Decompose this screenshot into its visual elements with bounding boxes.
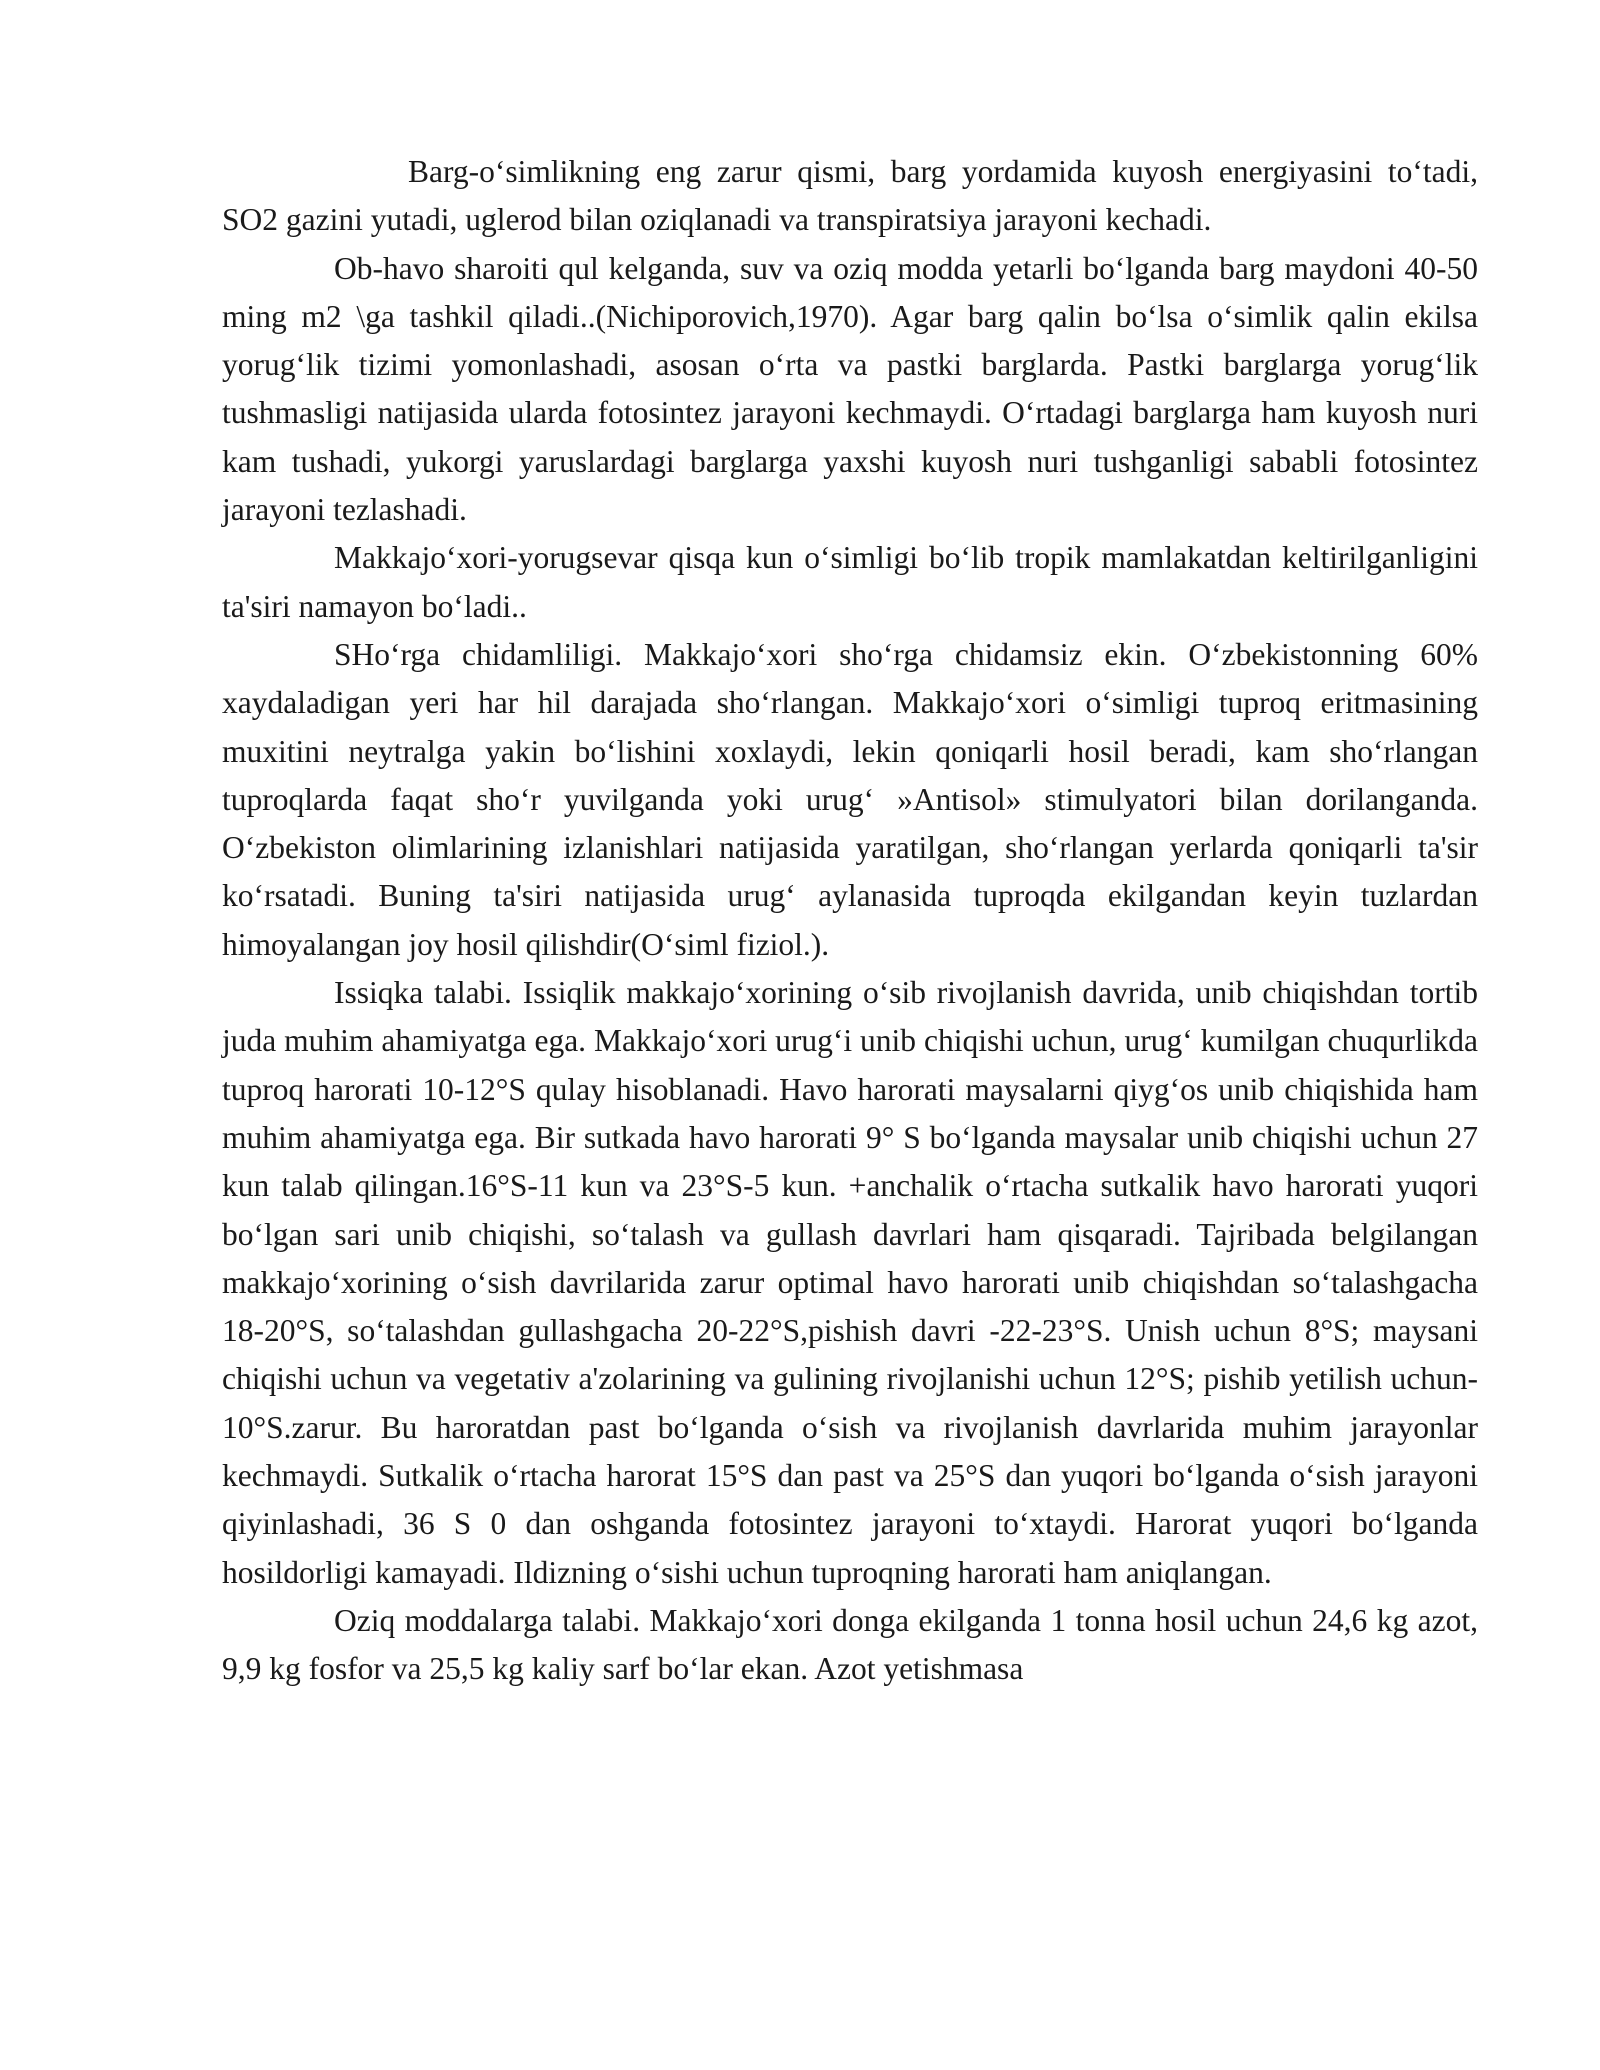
paragraph-leaf-function: Barg-o‘simlikning eng zarur qismi, barg yordamida kuyosh energiyasini to‘tadi, SO2 gazini yutadi, uglerod bilan oziqlanadi va transpiratsiya jarayoni kechadi. (222, 154, 1478, 238)
paragraph-light-requirement: Makkajo‘xori-yorugsevar qisqa kun o‘simligi bo‘lib tropik mamlakatdan keltirilganligini ta'siri namayon bo‘ladi.. (222, 540, 1478, 624)
document-body (222, 148, 1478, 1694)
paragraph-nutrient-requirement: Oziq moddalarga talabi. Makkajo‘xori donga ekilganda 1 tonna hosil uchun 24,6 kg azot, 9,9 kg fosfor va 25,5 kg kaliy sarf bo‘lar ekan. Azot yetishmasa (222, 1602, 1478, 1687)
paragraph-leaf-area: Ob-havo sharoiti qul kelganda, suv va oziq modda yetarli bo‘lganda barg maydoni 40-50 ming m2 \ga tashkil qiladi..(Nichiporovich,1970). Agar barg qalin bo‘lsa o‘simlik qalin ekilsa yorug‘lik tizimi yomonlashadi, asosan o‘rta va pastki barglarda. Pastki barglarga yorug‘lik tushmasligi natijasida ularda fotosintez jarayoni kechmaydi. O‘rtadagi barglarga ham kuyosh nuri kam tushadi, yukorgi yaruslardagi barglarga yaxshi kuyosh nuri tushganligi sababli fotosintez jarayoni tezlashadi. (222, 250, 1478, 528)
paragraph-heat-requirement: Issiqka talabi. Issiqlik makkajo‘xorining o‘sib rivojlanish davrida, unib chiqishdan tortib juda muhim ahamiyatga ega. Makkajo‘xori urug‘i unib chiqishi uchun, urug‘ kumilgan chuqurlikda tuproq harorati 10-12°S qulay hisoblanadi. Havo harorati maysalarni qiyg‘os unib chiqishida ham muhim ahamiyatga ega. Bir sutkada havo harorati 9° S bo‘lganda maysalar unib chiqishi uchun 27 kun talab qilingan.16°S-11 kun va 23°S-5 kun. +anchalik o‘rtacha sutkalik havo harorati yuqori bo‘lgan sari unib chiqishi, so‘talash va gullash davrlari ham qisqaradi. Tajribada belgilangan makkajo‘xorining o‘sish davrilarida zarur optimal havo harorati unib chiqishdan so‘talashgacha 18-20°S, so‘talashdan gullashgacha 20-22°S,pishish davri -22-23°S. Unish uchun 8°S; maysani chiqishi uchun va vegetativ a'zolarining va gulining rivojlanishi uchun 12°S; pishib yetilish uchun-10°S.zarur. Bu haroratdan past bo‘lganda o‘sish va rivojlanish davrlarida muhim jarayonlar kechmaydi. Sutkalik o‘rtacha harorat 15°S dan past va 25°S dan yuqori bo‘lganda o‘sish jarayoni qiyinlashadi, 36 S 0 dan oshganda fotosintez jarayoni to‘xtaydi. Harorat yuqori bo‘lganda hosildorligi kamayadi. Ildizning o‘sishi uchun tuproqning harorati ham aniqlangan. (222, 975, 1478, 1590)
paragraph-salt-tolerance: SHo‘rga chidamliligi. Makkajo‘xori sho‘rga chidamsiz ekin. O‘zbekistonning 60% xaydaladigan yeri har hil darajada sho‘rlangan. Makkajo‘xori o‘simligi tuproq eritmasining muxitini neytralga yakin bo‘lishini xoxlaydi, lekin qoniqarli hosil beradi, kam sho‘rlangan tuproqlarda faqat sho‘r yuvilganda yoki urug‘ »Antisol» stimulyatori bilan dorilanganda. O‘zbekiston olimlarining izlanishlari natijasida yaratilgan, sho‘rlangan yerlarda qoniqarli ta'sir ko‘rsatadi. Buning ta'siri natijasida urug‘ aylanasida tuproqda ekilgandan keyin tuzlardan himoyalangan joy hosil qilishdir(O‘siml fiziol.). (222, 636, 1478, 962)
